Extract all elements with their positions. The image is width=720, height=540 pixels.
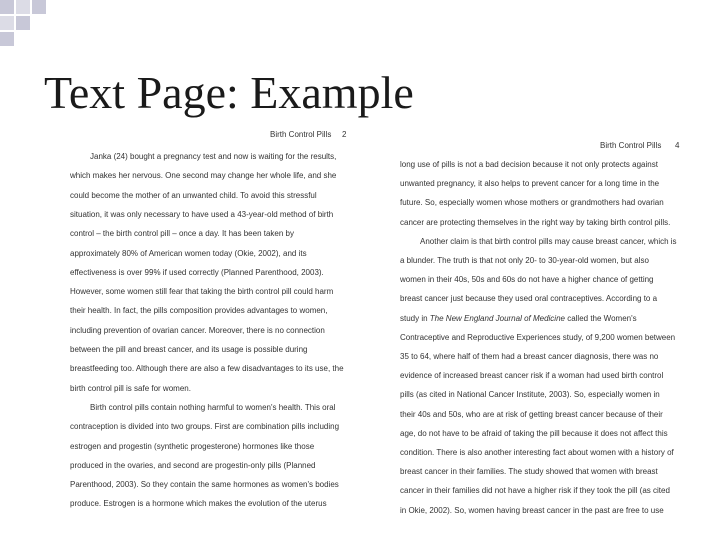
text-line: which makes her nervous. One second may change her whole life, and she bbox=[70, 171, 337, 181]
text-line: pills (as cited in National Cancer Institute, 2003). So, especially women in bbox=[400, 390, 660, 400]
corner-decoration bbox=[0, 0, 60, 48]
text-line: situation, it was only necessary to have used a 43-year-old method of birth bbox=[70, 209, 334, 219]
text-line: evidence of increased breast cancer risk if a woman had used birth control bbox=[400, 371, 664, 381]
text-line: 35 to 64, where half of them had a breast cancer diagnosis, there was no bbox=[400, 352, 659, 361]
deco-square bbox=[16, 16, 30, 30]
text-line: However, some women still fear that taking the birth control pill could harm bbox=[70, 287, 334, 297]
text-line: Another claim is that birth control pills may cause breast cancer, which is bbox=[420, 236, 677, 246]
text-line: condition. There is also another interesting fact about women with a history of bbox=[400, 448, 674, 457]
text-line: breast cancer in their families. The study showed that women with breast bbox=[400, 467, 658, 477]
text-line: could become the mother of an unwanted child. To avoid this stressful bbox=[70, 190, 317, 200]
citation-line bbox=[400, 314, 637, 323]
text-line: Parenthood, 2003). So they contain the same hormones as women's bodies bbox=[70, 480, 339, 490]
text-line: in Okie, 2002). So, women having breast cancer in the past are free to use bbox=[400, 505, 664, 515]
left-text-page bbox=[70, 130, 360, 509]
deco-square bbox=[0, 0, 14, 14]
text-line: cancer are protecting themselves in the right way by taking birth control pills. bbox=[400, 217, 671, 227]
text-line: between the pill and breast cancer, and its usage is possible during bbox=[70, 345, 308, 354]
deco-square bbox=[0, 32, 14, 46]
text-line: their 40s and 50s, who are at risk of getting breast cancer because of their bbox=[400, 409, 663, 419]
deco-square bbox=[32, 0, 46, 14]
text-line: effectiveness is over 99% if used correctly (Planned Parenthood, 2003). bbox=[70, 267, 324, 277]
text-line: cancer in their families did not have a higher risk if they took the pill (as cited bbox=[400, 486, 670, 496]
running-header: Birth Control Pills bbox=[600, 141, 662, 150]
text-line: future. So, especially women whose mothers or grandmothers had ovarian bbox=[400, 198, 664, 208]
citation-suffix: called the Women's bbox=[564, 313, 637, 323]
right-text-page bbox=[400, 141, 700, 515]
text-line: Contraceptive and Reproductive Experiences study, of 9,200 women between bbox=[400, 332, 676, 342]
text-line: breastfeeding too. Although there are also a few disadvantages to its use, the bbox=[70, 364, 344, 374]
page-number: 2 bbox=[342, 130, 347, 139]
text-line: breast cancer just because they used oral contraceptives. According to a bbox=[400, 294, 658, 304]
text-line: Birth control pills contain nothing harmful to women's health. This oral bbox=[90, 402, 336, 412]
text-line: estrogen and progestin (synthetic progesterone) hormones like those bbox=[70, 441, 315, 451]
text-line: women in their 40s, 50s and 60s do not have a higher chance of getting bbox=[400, 275, 654, 285]
text-line: control – the birth control pill – once a day. It has been taken by bbox=[70, 229, 294, 239]
text-line: a blunder. The truth is that not only 20- to 30-year-old women, but also bbox=[400, 256, 649, 265]
text-line: long use of pills is not a bad decision because it not only protects against bbox=[400, 160, 658, 169]
journal-title: The New England Journal of Medicine bbox=[429, 313, 565, 323]
deco-square bbox=[0, 16, 14, 30]
text-line: produce. Estrogen is a hormone which makes the evolution of the uterus bbox=[70, 499, 327, 509]
deco-square bbox=[16, 0, 30, 14]
text-line: their health. In fact, the pills composition provides advantages to women, bbox=[70, 306, 328, 316]
text-line: age, do not have to be afraid of taking the pill because it does not affect this bbox=[400, 428, 668, 438]
slide-title: Text Page: Example bbox=[44, 67, 414, 118]
citation-prefix: study in bbox=[400, 313, 430, 323]
text-line: Janka (24) bought a pregnancy test and now is waiting for the results, bbox=[90, 152, 337, 161]
text-line: produced in the ovaries, and second are progestin-only pills (Planned bbox=[70, 460, 316, 470]
text-line: birth control pill is safe for women. bbox=[70, 383, 191, 393]
text-line: including prevention of ovarian cancer. Moreover, there is no connection bbox=[70, 325, 325, 335]
text-line: approximately 80% of American women today (Okie, 2002), and its bbox=[70, 248, 307, 258]
page-number: 4 bbox=[675, 141, 680, 150]
text-line: contraception is divided into two groups. First are combination pills including bbox=[70, 422, 340, 432]
text-line: unwanted pregnancy, it also helps to prevent cancer for a long time in the bbox=[400, 179, 660, 189]
running-header: Birth Control Pills bbox=[270, 130, 332, 139]
